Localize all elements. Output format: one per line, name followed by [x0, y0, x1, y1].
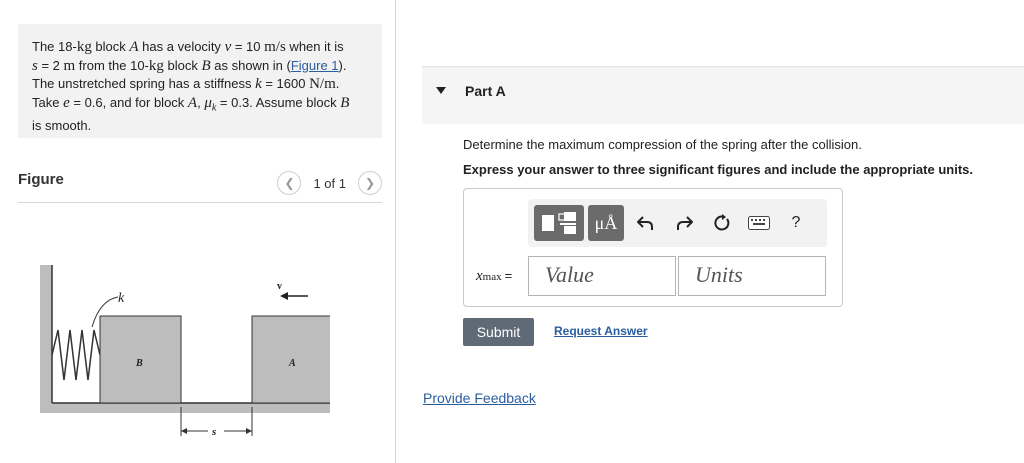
ground: [40, 403, 330, 413]
next-figure-button[interactable]: [358, 171, 382, 195]
help-button[interactable]: ?: [791, 214, 801, 231]
problem-line-3: The unstretched spring has a stiffness k = 1600 N/m.: [32, 76, 340, 92]
figure-header: [18, 170, 382, 203]
caret-down-icon: [436, 87, 446, 94]
templates-button[interactable]: [534, 205, 584, 241]
part-title: Part A: [465, 83, 506, 99]
reset-icon: [713, 214, 731, 232]
velocity-label: v: [277, 281, 282, 292]
figure-pager: [277, 170, 382, 196]
distance-label: s: [212, 426, 217, 438]
value-input[interactable]: Value: [528, 256, 676, 296]
wall: [40, 265, 52, 405]
pager-text: 1 of 1: [313, 175, 346, 191]
dim-arrow-left: [181, 428, 187, 434]
answer-box: [463, 188, 843, 307]
block-a-label: A: [289, 358, 296, 369]
figure-title: Figure: [18, 171, 64, 188]
spring: [52, 330, 100, 380]
problem-line-5: is smooth.: [32, 117, 92, 133]
request-answer-link[interactable]: Request Answer: [554, 324, 648, 338]
units-input[interactable]: Units: [678, 256, 826, 296]
left-panel: [0, 0, 396, 463]
units-symbols-button[interactable]: μÅ: [588, 205, 624, 241]
problem-line-1: The 18-kg block A has a velocity v = 10 m/s when it is: [32, 39, 344, 55]
keyboard-icon: [748, 216, 770, 230]
reset-button[interactable]: [710, 211, 734, 235]
fraction-template-icon: [539, 210, 579, 236]
prev-figure-button[interactable]: [277, 171, 301, 195]
figure-diagram: [30, 255, 330, 440]
undo-button[interactable]: [634, 211, 658, 235]
block-b-label: B: [136, 358, 143, 369]
dim-arrow-right: [246, 428, 252, 434]
answer-variable-label: xmax =: [476, 268, 513, 284]
problem-statement: [18, 24, 382, 138]
submit-button[interactable]: Submit: [463, 318, 534, 346]
question-text: Determine the maximum compression of the spring after the collision.: [463, 137, 862, 152]
chevron-right-icon: ❯: [364, 176, 376, 190]
redo-button[interactable]: [672, 211, 696, 235]
instruction-text: Express your answer to three significant figures and include the appropriate units.: [463, 162, 973, 177]
problem-line-4: Take e = 0.6, and for block A, $\mu_k = 0.3$. Assume block B: [32, 94, 350, 114]
velocity-arrowhead: [280, 292, 288, 300]
spring-label: k: [118, 291, 125, 306]
provide-feedback-link[interactable]: Provide Feedback: [423, 390, 536, 406]
math-toolbar: [528, 199, 827, 247]
redo-icon: [675, 214, 693, 232]
chevron-left-icon: ❮: [284, 176, 295, 190]
figure-link[interactable]: Figure 1: [290, 57, 339, 73]
problem-line-2: s = 2 m from the 10-kg block B as shown in (Figure 1).: [32, 57, 347, 74]
part-a-header[interactable]: [422, 66, 1024, 124]
undo-icon: [637, 214, 655, 232]
keyboard-button[interactable]: [748, 213, 770, 233]
